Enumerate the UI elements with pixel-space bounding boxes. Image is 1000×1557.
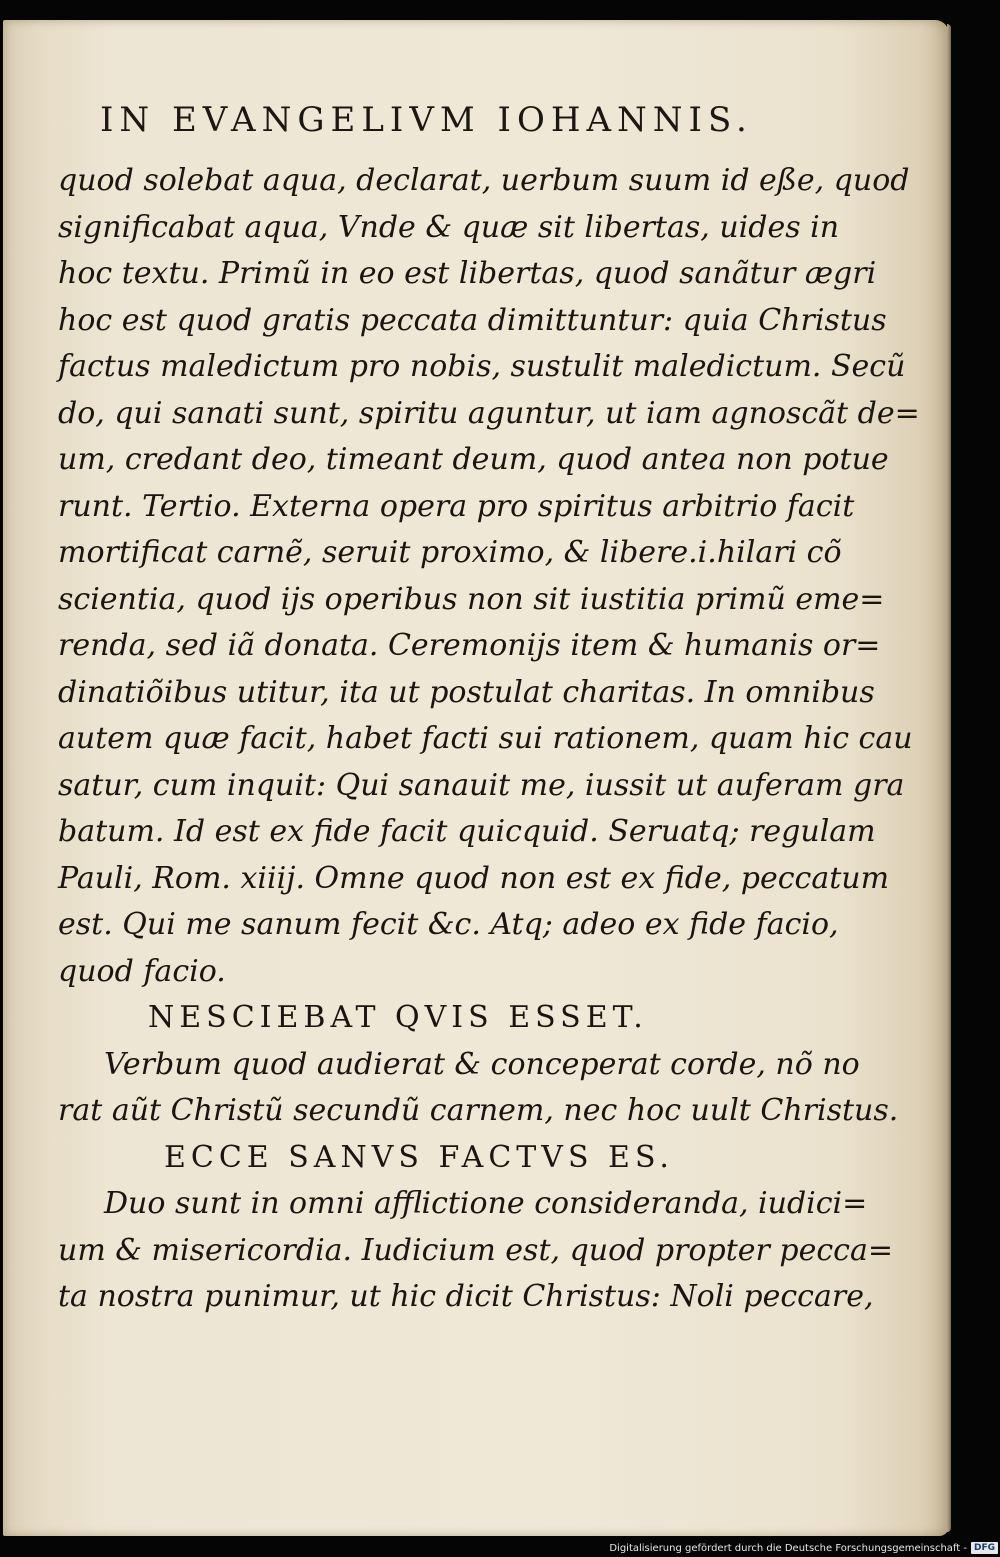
text-line: quod solebat aqua, declarat, uerbum suum id eße, quod	[58, 163, 910, 198]
text-line: quod facio.	[58, 953, 226, 989]
credit-text: Digitalisierung gefördert durch die Deutsche Forschungsgemeinschaft -	[609, 1542, 967, 1554]
text-line: hoc est quod gratis peccata dimittuntur: quia Christus	[58, 302, 887, 338]
text-line: runt. Tertio. Externa opera pro spiritus arbitrio facit	[58, 488, 855, 524]
text-line: Pauli, Rom. xiiij. Omne quod non est ex fide, peccatum	[58, 860, 890, 896]
text-line: um, credant deo, timeant deum, quod antea non potue	[58, 442, 889, 477]
section-heading: ECCE SANVS FACTVS ES.	[164, 1139, 674, 1175]
text-line: Verbum quod audierat & conceperat corde, nõ no	[104, 1046, 860, 1082]
text-line: Duo sunt in omni afflictione consideranda, iudici=	[104, 1186, 868, 1221]
text-line: factus maledictum pro nobis, sustulit maledictum. Secũ	[58, 349, 906, 384]
section-heading: NESCIEBAT QVIS ESSET.	[148, 1000, 648, 1035]
text-line: hoc textu. Primũ in eo est libertas, quod sanãtur ægri	[58, 256, 877, 291]
text-line: rat aũt Christũ secundũ carnem, nec hoc uult Christus.	[58, 1093, 899, 1128]
digitization-credit	[600, 1539, 1000, 1557]
text-line: satur, cum inquit: Qui sanauit me, iussit ut auferam gra	[58, 767, 905, 803]
text-line: ta nostra punimur, ut hic dicit Christus: Noli peccare,	[58, 1279, 874, 1314]
text-block	[58, 158, 920, 1321]
text-line: scientia, quod ijs operibus non sit iustitia primũ eme=	[58, 581, 885, 617]
text-line: mortificat carnẽ, seruit proximo, & libere.i.hilari cõ	[58, 535, 842, 570]
text-line: est. Qui me sanum fecit &c. Atq; adeo ex fide facio,	[58, 907, 839, 942]
text-line: um & misericordia. Iudicium est, quod propter pecca=	[58, 1232, 893, 1268]
text-line: do, qui sanati sunt, spiritu aguntur, ut iam agnoscãt de=	[58, 395, 920, 431]
text-line: autem quæ facit, habet facti sui rationem, quam hic cau	[58, 721, 913, 756]
text-line: dinatiõibus utitur, ita ut postulat charitas. In omnibus	[58, 674, 875, 710]
page-edge	[947, 24, 951, 1532]
dfg-logo-icon: DFG	[971, 1542, 998, 1554]
text-line: batum. Id est ex fide facit quicquid. Seruatq; regulam	[58, 814, 876, 849]
text-line: significabat aqua, Vnde & quæ sit libertas, uides in	[58, 209, 840, 245]
text-line: renda, sed iã donata. Ceremonijs item & humanis or=	[58, 628, 881, 663]
running-head: IN EVANGELIVM IOHANNIS.	[100, 100, 753, 140]
